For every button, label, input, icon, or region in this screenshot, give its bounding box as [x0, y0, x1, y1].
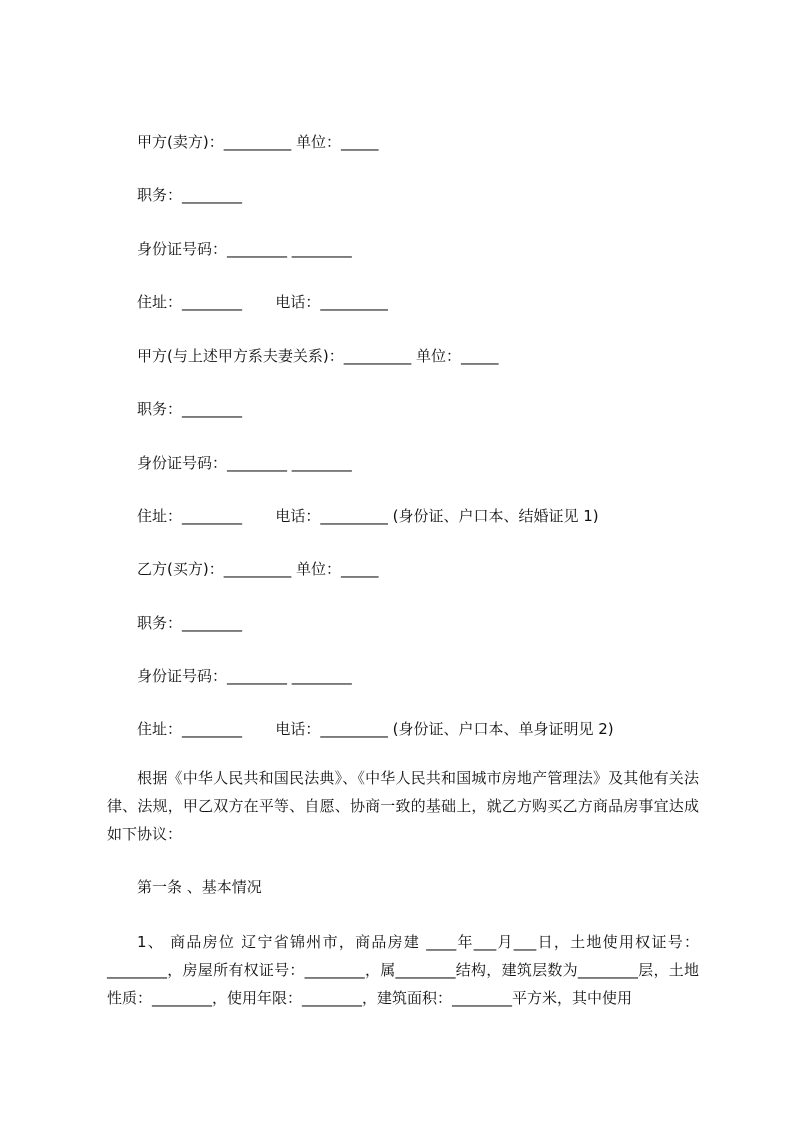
article-1-heading: 第一条 、基本情况: [137, 878, 262, 896]
clause-1-paragraph: [107, 928, 699, 1012]
preamble-text: 根据《中华人民共和国民法典》、《中华人民共和国城市房地产管理法》及其他有关法律、法规，甲乙双方在平等、自愿、协商一致的基础上，就乙方购买乙方商品房事宜达成如下协议：: [107, 769, 699, 843]
party-a-address-phone-line: 住址：________ 电话：_________: [137, 293, 388, 311]
party-a-spouse-address-phone-line: 住址：________ 电话：_________ (身份证、户口本、结婚证见 1): [137, 507, 599, 525]
party-a-seller-line: 甲方(卖方)：_________ 单位：_____: [137, 133, 379, 151]
party-a-id-number-line: 身份证号码：________ ________: [137, 240, 352, 258]
party-b-address-phone-line: 住址：________ 电话：_________ (身份证、户口本、单身证明见 2): [137, 720, 614, 738]
party-b-position-line: 职务：________: [137, 614, 243, 632]
party-a-spouse-id-number-line: 身份证号码：________ ________: [137, 454, 352, 472]
party-a-spouse-position-line: 职务：________: [137, 400, 243, 418]
party-b-buyer-line: 乙方(买方)：_________ 单位：_____: [137, 560, 379, 578]
party-a-spouse-line: 甲方(与上述甲方系夫妻关系)：_________ 单位：_____: [137, 347, 499, 365]
preamble-paragraph: [107, 764, 699, 848]
party-b-id-number-line: 身份证号码：________ ________: [137, 667, 352, 685]
clause-1-text: 1、 商品房位 辽宁省锦州市，商品房建 ____年___月___日，土地使用权证号：________，房屋所有权证号：________，属________结构，建筑层数为________层，土地性质：________，使用年限：________，建筑面积：________平方米，其中使用: [107, 933, 699, 1007]
party-a-position-line: 职务：________: [137, 186, 243, 204]
